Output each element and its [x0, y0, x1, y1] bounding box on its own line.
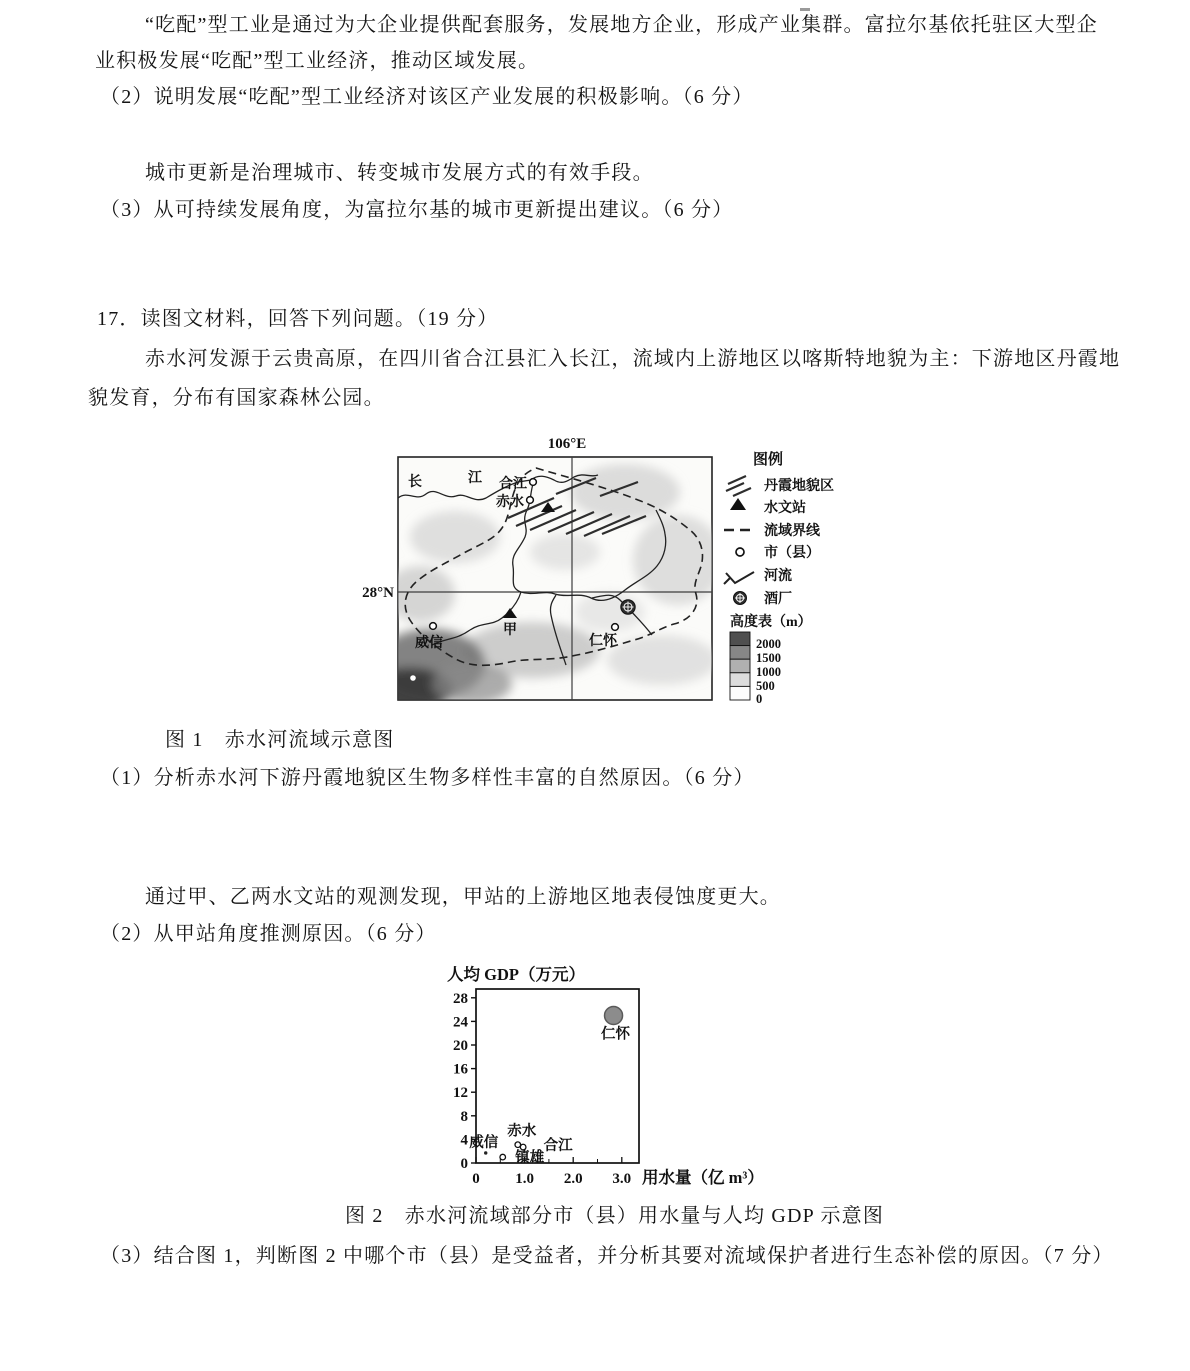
map-label-weixin: 威信 [415, 636, 443, 651]
paragraph-chipei-line1: “吃配”型工业是通过为大企业提供配套服务，发展地方企业，形成产业集群。富拉尔基依托驻区大型企 [145, 14, 1098, 36]
map-label-chang: 长 [408, 475, 422, 490]
x-tick-label: 3.0 [612, 1171, 632, 1187]
paragraph-chishui-line1: 赤水河发源于云贵高原，在四川省合江县汇入长江，流域内上游地区以喀斯特地貌为主：下游地区丹霞地 [145, 348, 1121, 370]
distillery-legend-icon [734, 592, 747, 605]
figure1-caption: 图 1 赤水河流域示意图 [165, 729, 395, 751]
figure2-chart [439, 958, 779, 1203]
map-legend [724, 450, 834, 706]
data-point-威信 [484, 1151, 487, 1154]
legend-item-hydrostation: 水文站 [764, 501, 806, 516]
y-tick-label: 24 [453, 1014, 468, 1031]
elevation-color-bar [730, 632, 750, 700]
y-tick-label: 8 [460, 1108, 468, 1125]
legend-item-river: 河流 [764, 569, 792, 584]
y-tick-label: 28 [453, 990, 468, 1007]
y-tick-label: 20 [453, 1038, 468, 1054]
paragraph-chishui-line2: 貌发育，分布有国家森林公园。 [88, 387, 385, 409]
paragraph-urban-renewal: 城市更新是治理城市、转变城市发展方式的有效手段。 [145, 162, 654, 184]
x-tick-label: 2.0 [563, 1171, 583, 1187]
white-dot-marker [410, 675, 416, 681]
paragraph-hydrostations: 通过甲、乙两水文站的观测发现，甲站的上游地区地表侵蚀度更大。 [145, 886, 781, 908]
hydrostation-legend-icon [730, 498, 746, 510]
scan-artifact [800, 8, 810, 11]
elevation-label-500: 500 [756, 679, 775, 693]
city-marker-renhuai [612, 624, 619, 631]
legend-item-danxia: 丹霞地貌区 [764, 479, 834, 494]
data-label-赤水: 赤水 [507, 1123, 537, 1140]
figure2-caption: 图 2 赤水河流域部分市（县）用水量与人均 GDP 示意图 [345, 1205, 885, 1227]
map-label-renhuai: 仁怀 [589, 634, 617, 649]
x-tick-label: 0 [472, 1171, 480, 1187]
parallel-label: 28°N [362, 585, 394, 601]
map-label-jia: 甲 [503, 623, 517, 638]
distillery-icon-map [621, 600, 635, 614]
y-tick-label: 0 [460, 1156, 468, 1172]
danxia-legend-icon [726, 476, 751, 496]
data-point-镇雄 [500, 1154, 506, 1160]
map-label-chishui: 赤水 [496, 495, 524, 510]
chart-y-axis-title: 人均 GDP（万元） [447, 965, 585, 984]
legend-item-city: 市（县） [764, 546, 820, 561]
question-17-1: （1）分析赤水河下游丹霞地貌区生物多样性丰富的自然原因。（6 分） [100, 767, 755, 789]
y-tick-label: 4 [460, 1132, 468, 1149]
legend-item-distillery: 酒厂 [764, 592, 792, 607]
y-tick-label: 16 [453, 1061, 468, 1078]
data-point-仁怀 [605, 1007, 623, 1025]
data-label-镇雄: 镇雄 [515, 1150, 545, 1167]
elevation-label-1500: 1500 [756, 651, 781, 665]
meridian-label: 106°E [547, 436, 587, 452]
elevation-label-1000: 1000 [756, 665, 781, 679]
legend-item-watershed: 流域界线 [764, 524, 820, 539]
paragraph-chipei-line2: 业积极发展“吃配”型工业经济，推动区域发展。 [95, 50, 540, 72]
map-label-hejiang: 合江 [499, 477, 527, 492]
city-marker-weixin [430, 623, 437, 630]
chart-x-axis-title: 用水量（亿 m³） [642, 1168, 764, 1187]
elevation-scale-title: 高度表（m） [730, 615, 812, 630]
city-marker-hejiang [530, 479, 537, 486]
map-label-jiang: 江 [468, 471, 482, 486]
x-tick-label: 1.0 [515, 1171, 534, 1187]
question-16-3: （3）从可持续发展角度，为富拉尔基的城市更新提出建议。（6 分） [100, 199, 734, 221]
question-17-2: （2）从甲站角度推测原因。（6 分） [100, 923, 437, 945]
elevation-label-2000: 2000 [756, 637, 781, 651]
question-16-2: （2）说明发展“吃配”型工业经济对该区产业发展的积极影响。（6 分） [100, 86, 754, 108]
data-point-合江 [520, 1144, 526, 1150]
chart-plot-area [453, 989, 639, 1187]
question-17-heading: 17．读图文材料，回答下列问题。（19 分） [97, 308, 499, 330]
elevation-label-0: 0 [756, 692, 763, 706]
y-tick-label: 12 [453, 1085, 468, 1102]
legend-title: 图例 [753, 452, 784, 468]
data-label-合江: 合江 [543, 1138, 573, 1155]
data-label-仁怀: 仁怀 [601, 1026, 631, 1043]
question-17-3: （3）结合图 1，判断图 2 中哪个市（县）是受益者，并分析其要对流域保护者进行生态补偿的原因。（7 分） [100, 1245, 1114, 1267]
river-legend-icon [724, 572, 754, 584]
city-marker-chishui [527, 497, 534, 504]
city-legend-icon [736, 548, 744, 556]
data-label-威信: 威信 [469, 1134, 499, 1151]
figure1-map [360, 432, 910, 710]
